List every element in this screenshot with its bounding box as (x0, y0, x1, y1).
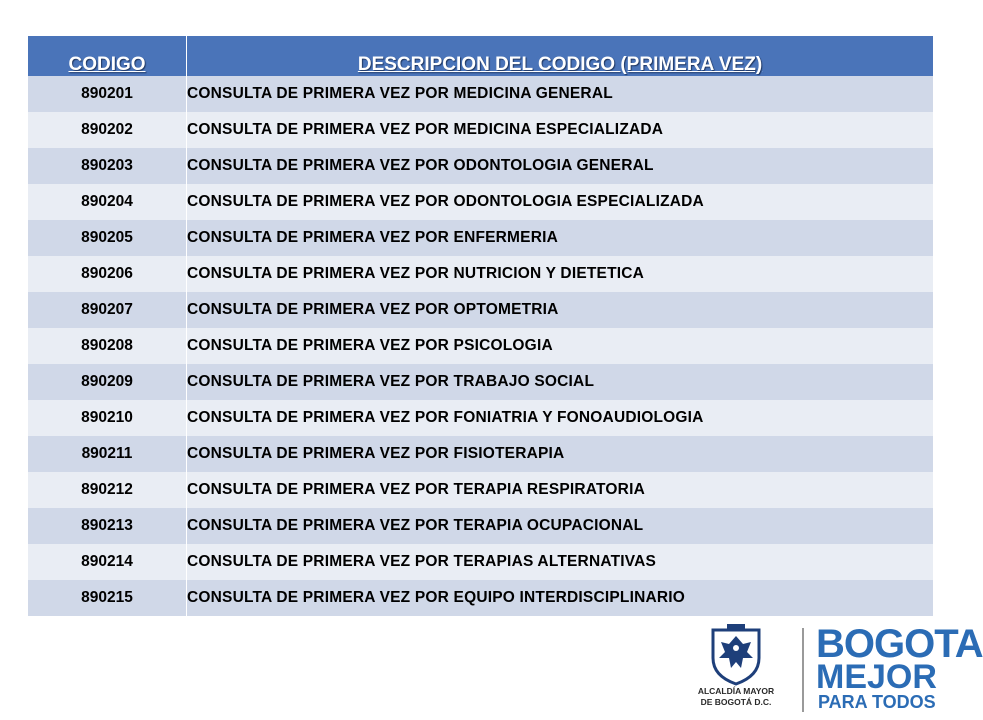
row-code: 890203 (28, 148, 187, 184)
table-row (28, 112, 934, 148)
table-row (28, 508, 934, 544)
alcaldia-line1: ALCALDÍA MAYOR (697, 686, 775, 696)
row-code: 890212 (28, 472, 187, 508)
footer-logos (680, 620, 983, 720)
row-code: 890202 (28, 112, 187, 148)
row-code: 890207 (28, 292, 187, 328)
row-description: CONSULTA DE PRIMERA VEZ POR OPTOMETRIA (187, 292, 934, 328)
row-code: 890209 (28, 364, 187, 400)
table-row (28, 472, 934, 508)
bogota-wordmark: BOGOTA (816, 622, 983, 666)
mejor-wordmark: MEJOR (816, 658, 937, 696)
table-header-row (28, 36, 934, 76)
coat-of-arms-icon (701, 624, 771, 686)
table-row (28, 580, 934, 616)
row-description: CONSULTA DE PRIMERA VEZ POR FONIATRIA Y FONOAUDIOLOGIA (187, 400, 934, 436)
row-description: CONSULTA DE PRIMERA VEZ POR MEDICINA ESPECIALIZADA (187, 112, 934, 148)
row-description: CONSULTA DE PRIMERA VEZ POR NUTRICION Y DIETETICA (187, 256, 934, 292)
row-code: 890205 (28, 220, 187, 256)
table-row (28, 436, 934, 472)
table-row (28, 256, 934, 292)
row-description: CONSULTA DE PRIMERA VEZ POR EQUIPO INTERDISCIPLINARIO (187, 580, 934, 616)
table-row (28, 76, 934, 112)
row-description: CONSULTA DE PRIMERA VEZ POR TERAPIAS ALTERNATIVAS (187, 544, 934, 580)
alcaldia-logo (680, 620, 792, 720)
table-row (28, 328, 934, 364)
row-description: CONSULTA DE PRIMERA VEZ POR TERAPIA RESPIRATORIA (187, 472, 934, 508)
row-code: 890208 (28, 328, 187, 364)
row-code: 890201 (28, 76, 187, 112)
table-row (28, 400, 934, 436)
row-description: CONSULTA DE PRIMERA VEZ POR ENFERMERIA (187, 220, 934, 256)
row-description: CONSULTA DE PRIMERA VEZ POR ODONTOLOGIA ESPECIALIZADA (187, 184, 934, 220)
row-description: CONSULTA DE PRIMERA VEZ POR TRABAJO SOCIAL (187, 364, 934, 400)
row-description: CONSULTA DE PRIMERA VEZ POR ODONTOLOGIA GENERAL (187, 148, 934, 184)
row-code: 890215 (28, 580, 187, 616)
bogota-mejor-logo (816, 620, 983, 720)
table-row (28, 364, 934, 400)
table-row (28, 220, 934, 256)
row-description: CONSULTA DE PRIMERA VEZ POR PSICOLOGIA (187, 328, 934, 364)
row-description: CONSULTA DE PRIMERA VEZ POR FISIOTERAPIA (187, 436, 934, 472)
logo-divider (802, 628, 804, 712)
row-code: 890204 (28, 184, 187, 220)
row-code: 890210 (28, 400, 187, 436)
table-row (28, 184, 934, 220)
row-code: 890213 (28, 508, 187, 544)
header-description: DESCRIPCION DEL CODIGO (PRIMERA VEZ) (187, 36, 934, 76)
row-code: 890206 (28, 256, 187, 292)
header-code: CODIGO (28, 36, 187, 76)
row-description: CONSULTA DE PRIMERA VEZ POR MEDICINA GENERAL (187, 76, 934, 112)
row-description: CONSULTA DE PRIMERA VEZ POR TERAPIA OCUPACIONAL (187, 508, 934, 544)
code-table (27, 36, 933, 616)
row-code: 890214 (28, 544, 187, 580)
table-row (28, 148, 934, 184)
table-row (28, 544, 934, 580)
para-todos-wordmark: PARA TODOS (818, 692, 936, 712)
table-row (28, 292, 934, 328)
table-body (28, 76, 934, 616)
alcaldia-line2: DE BOGOTÁ D.C. (700, 697, 772, 707)
row-code: 890211 (28, 436, 187, 472)
